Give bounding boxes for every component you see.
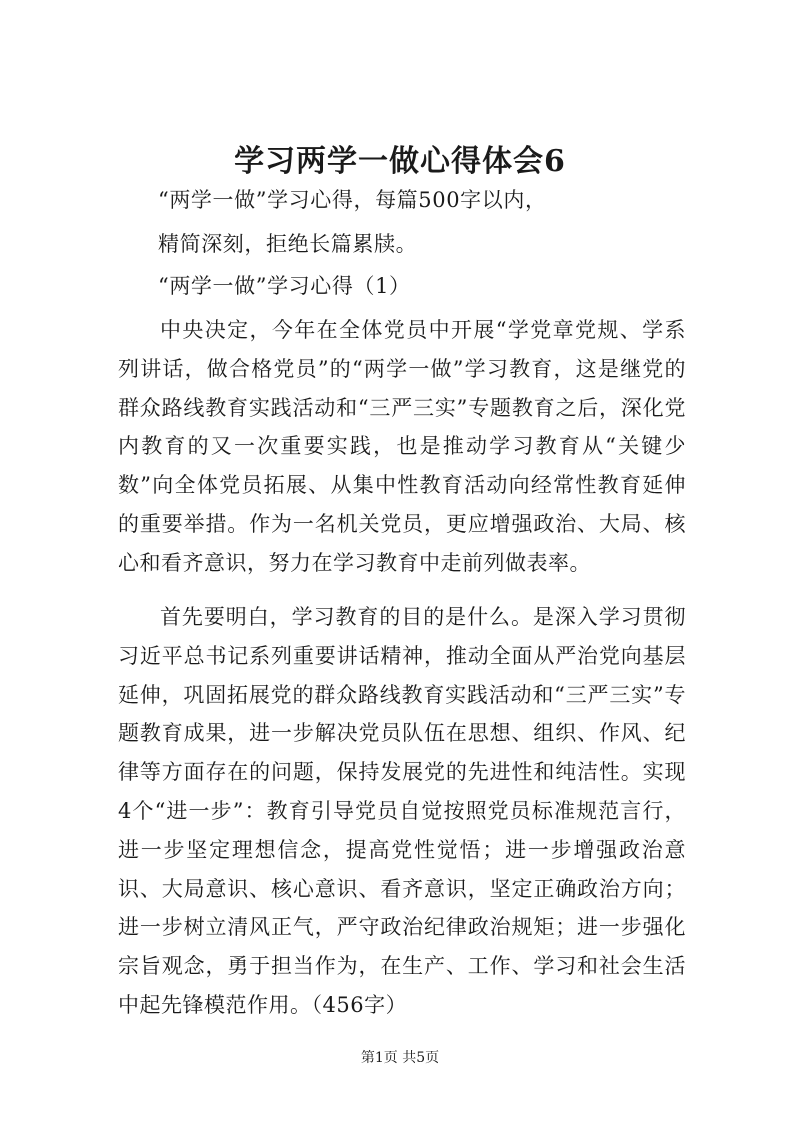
body-paragraph-1: 中央决定，今年在全体党员中开展“学党章党规、学系列讲话，做合格党员”的“两学一做”学习教育，这是继党的群众路线教育实践活动和“三严三实”专题教育之后，深化党内教育的又一次重要实践，也是推动学习教育从“关键少数”向全体党员拓展、从集中性教育活动向经常性教育延伸的重要举措。作为一名机关党员，更应增强政治、大局、核心和看齐意识，努力在学习教育中走前列做表率。: [118, 318, 686, 575]
section-heading: “两学一做”学习心得（1）: [158, 274, 411, 298]
intro-line-2: 精简深刻，拒绝长篇累牍。: [158, 232, 418, 256]
body-paragraph-2: 首先要明白，学习教育的目的是什么。是深入学习贯彻习近平总书记系列重要讲话精神，推动全面从严治党向基层延伸，巩固拓展党的群众路线教育实践活动和“三严三实”专题教育成果，进一步解决党员队伍在思想、组织、作风、纪律等方面存在的问题，保持发展党的先进性和纯洁性。实现4个“进一步”：教育引导党员自觉按照党员标准规范言行，进一步坚定理想信念，提高党性觉悟；进一步增强政治意识、大局意识、核心意识、看齐意识，坚定正确政治方向；进一步树立清风正气，严守政治纪律政治规矩；进一步强化宗旨观念，勇于担当作为，在生产、工作、学习和社会生活中起先锋模范作用。（456字）: [118, 605, 686, 1017]
document-title: 学习两学一做心得体会6: [234, 144, 566, 179]
page-footer: 第1页 共5页: [360, 1050, 440, 1066]
intro-line-1: “两学一做”学习心得，每篇500字以内，: [158, 188, 547, 212]
